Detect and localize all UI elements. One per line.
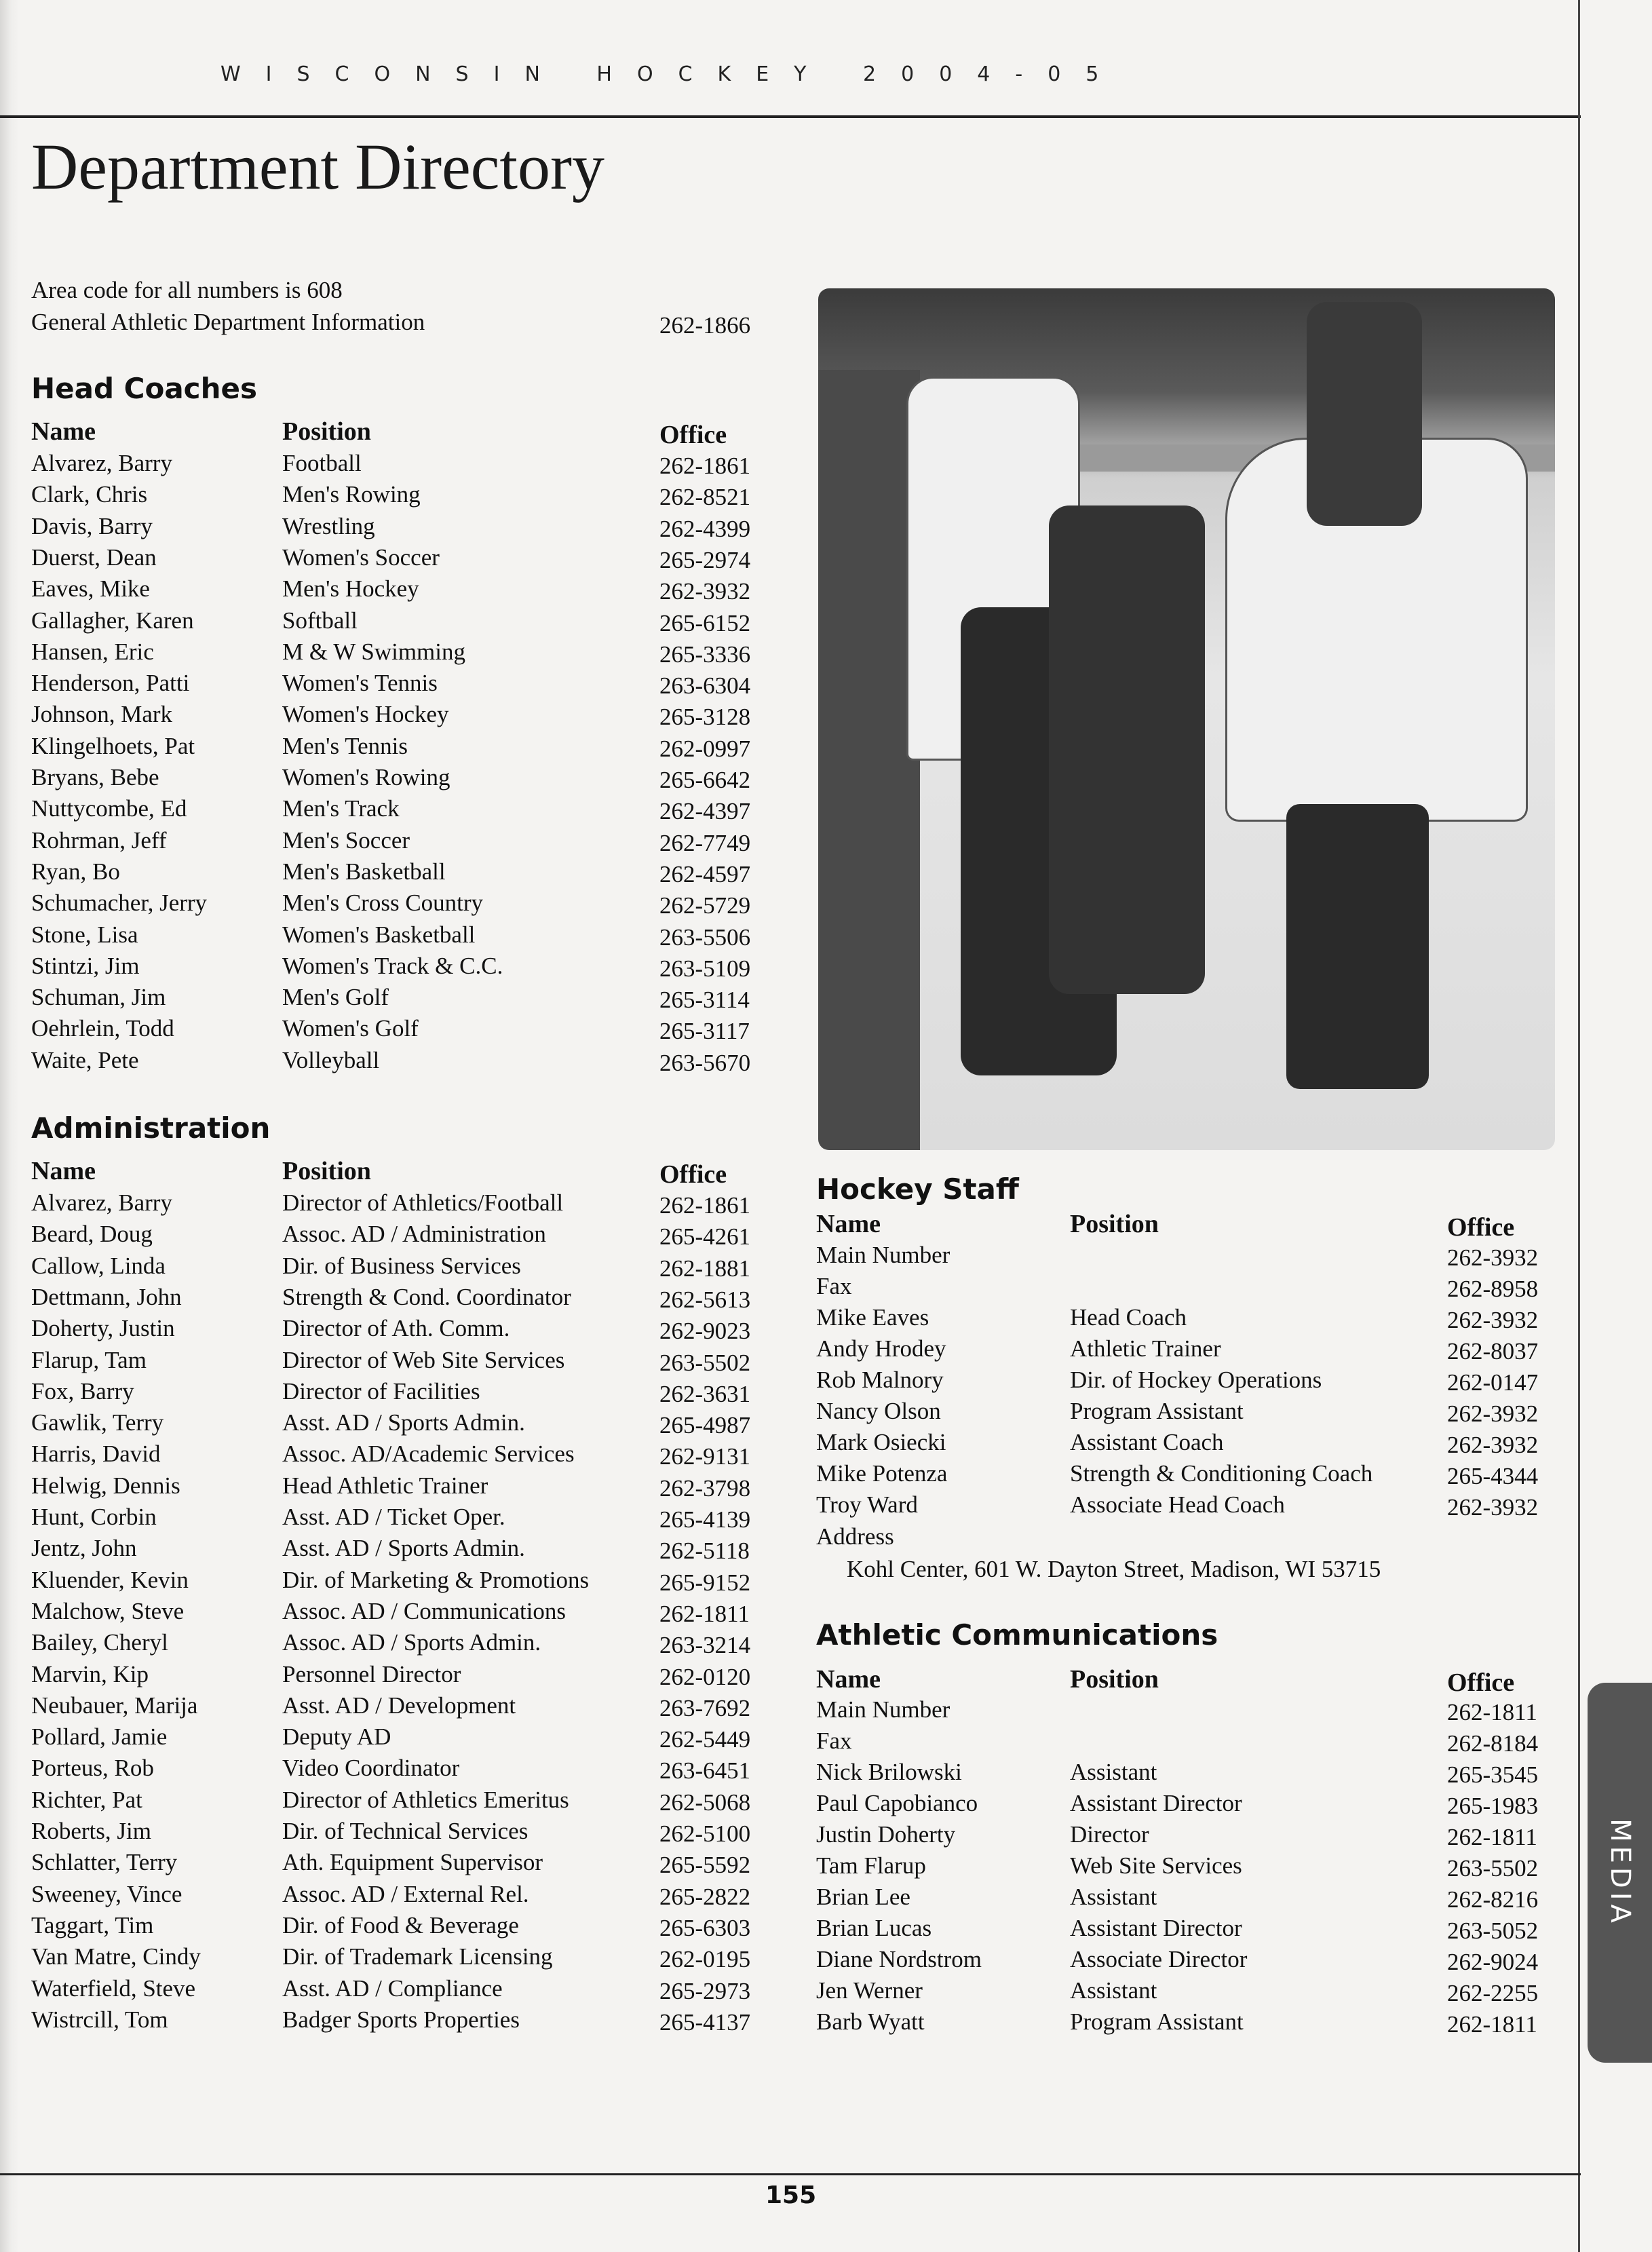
- admin-office: 262-1811: [659, 1600, 750, 1627]
- admin-position: Assoc. AD / Administration: [282, 1221, 546, 1248]
- head-coach-position: Men's Track: [282, 795, 400, 822]
- admin-position: Asst. AD / Sports Admin.: [282, 1409, 525, 1436]
- admin-office: 262-9023: [659, 1318, 751, 1345]
- hockey-staff-office: 262-3932: [1447, 1244, 1539, 1271]
- admin-office: 265-6303: [659, 1914, 751, 1941]
- head-coach-name: Eaves, Mike: [31, 575, 150, 603]
- admin-position: Director of Web Site Services: [282, 1346, 565, 1373]
- admin-name: Doherty, Justin: [31, 1315, 175, 1342]
- comm-name: Diane Nordstrom: [816, 1946, 982, 1972]
- head-coaches-heading: Head Coaches: [31, 372, 257, 405]
- head-coach-name: Klingelhoets, Pat: [31, 732, 195, 759]
- admin-name: Marvin, Kip: [31, 1660, 149, 1687]
- comm-name: Brian Lee: [816, 1884, 910, 1910]
- admin-position: Strength & Cond. Coordinator: [282, 1283, 571, 1310]
- head-coach-name: Nuttycombe, Ed: [31, 795, 187, 822]
- comm-office: 262-8216: [1447, 1886, 1539, 1913]
- head-coach-office: 262-1861: [659, 453, 751, 479]
- admin-name: Hunt, Corbin: [31, 1504, 157, 1530]
- footer-rule: [0, 2173, 1581, 2175]
- admin-position: Asst. AD / Sports Admin.: [282, 1535, 525, 1562]
- comm-office: 262-8184: [1447, 1730, 1539, 1757]
- admin-position: Assoc. AD / Sports Admin.: [282, 1629, 541, 1656]
- admin-position: Dir. of Technical Services: [282, 1818, 529, 1844]
- head-coach-position: Men's Tennis: [282, 732, 408, 759]
- comm-position: Program Assistant: [1070, 2008, 1244, 2035]
- hockey-clinic-photo: [818, 288, 1555, 1150]
- admin-position: Asst. AD / Compliance: [282, 1974, 503, 2002]
- admin-name: Porteus, Rob: [31, 1755, 154, 1782]
- head-coach-position: Wrestling: [282, 512, 375, 539]
- hockey-staff-office-header: Office: [1447, 1213, 1515, 1242]
- general-info-phone: 262-1866: [659, 312, 751, 339]
- admin-position: Head Athletic Trainer: [282, 1472, 488, 1499]
- hockey-staff-office: 262-3932: [1447, 1307, 1539, 1333]
- head-coach-office: 262-7749: [659, 829, 751, 856]
- head-coach-name: Duerst, Dean: [31, 543, 157, 571]
- admin-position: Deputy AD: [282, 1723, 391, 1751]
- right-margin-rule: [1578, 0, 1580, 2252]
- hockey-staff-office: 262-3932: [1447, 1400, 1539, 1427]
- admin-office: 265-4987: [659, 1412, 751, 1439]
- admin-name: Wistrcill, Tom: [31, 2006, 168, 2033]
- comm-office: 263-5502: [1447, 1855, 1539, 1882]
- admin-office: 263-5502: [659, 1349, 751, 1376]
- hockey-staff-position: Athletic Trainer: [1070, 1335, 1221, 1362]
- head-coach-position: Women's Soccer: [282, 543, 440, 571]
- admin-name: Dettmann, John: [31, 1283, 182, 1310]
- admin-position: Personnel Director: [282, 1660, 461, 1687]
- media-section-tab: [1588, 1683, 1652, 2063]
- hockey-staff-name: Mark Osiecki: [816, 1429, 946, 1455]
- comm-name: Main Number: [816, 1696, 950, 1723]
- hockey-staff-office: 262-3932: [1447, 1432, 1539, 1458]
- admin-position: Dir. of Business Services: [282, 1252, 521, 1279]
- head-coach-office: 263-5670: [659, 1049, 751, 1076]
- head-coach-position: M & W Swimming: [282, 638, 466, 665]
- head-coach-name: Johnson, Mark: [31, 701, 173, 728]
- admin-name: Pollard, Jamie: [31, 1723, 168, 1751]
- administration-office-header: Office: [659, 1160, 727, 1189]
- administration-name-header: Name: [31, 1157, 96, 1185]
- head-coach-name: Rohrman, Jeff: [31, 826, 167, 854]
- head-coach-office: 265-6152: [659, 609, 751, 636]
- comm-position: Assistant Director: [1070, 1915, 1242, 1941]
- hockey-staff-office: 262-3932: [1447, 1494, 1539, 1521]
- comm-office: 262-9024: [1447, 1949, 1539, 1975]
- comm-name: Paul Capobianco: [816, 1790, 978, 1816]
- header-rule: [0, 115, 1581, 118]
- admin-name: Sweeney, Vince: [31, 1880, 183, 1907]
- admin-position: Asst. AD / Ticket Oper.: [282, 1504, 505, 1530]
- address-label-text: Address: [816, 1523, 894, 1550]
- page-gutter-shadow: [0, 0, 19, 2252]
- admin-office: 262-5118: [659, 1538, 750, 1565]
- admin-office: 262-5613: [659, 1286, 751, 1313]
- head-coach-office: 262-8521: [659, 484, 751, 511]
- administration-position-header: Position: [282, 1157, 371, 1185]
- admin-name: Harris, David: [31, 1440, 161, 1468]
- athletic-communications-heading: Athletic Communications: [816, 1618, 1218, 1652]
- admin-name: Waterfield, Steve: [31, 1974, 196, 2002]
- hockey-staff-office: 262-8958: [1447, 1276, 1539, 1302]
- head-coach-position: Men's Rowing: [282, 481, 421, 508]
- photo-child-2: [1049, 505, 1205, 994]
- admin-office: 262-1881: [659, 1255, 751, 1282]
- head-coach-position: Men's Hockey: [282, 575, 419, 603]
- head-coach-name: Bryans, Bebe: [31, 764, 159, 790]
- admin-name: Gawlik, Terry: [31, 1409, 164, 1436]
- hockey-staff-office: 265-4344: [1447, 1463, 1539, 1489]
- admin-name: Jentz, John: [31, 1535, 137, 1562]
- admin-name: Van Matre, Cindy: [31, 1943, 201, 1970]
- comm-name: Justin Doherty: [816, 1821, 956, 1848]
- hockey-staff-position: Assistant Coach: [1070, 1429, 1224, 1455]
- hockey-staff-office: 262-0147: [1447, 1369, 1539, 1396]
- admin-office: 262-0195: [659, 1946, 751, 1973]
- admin-office: 265-4261: [659, 1223, 751, 1251]
- head-coach-name: Ryan, Bo: [31, 858, 120, 885]
- head-coach-name: Stone, Lisa: [31, 921, 138, 948]
- admin-name: Roberts, Jim: [31, 1818, 151, 1844]
- admin-office: 262-9131: [659, 1443, 751, 1470]
- admin-position: Director of Athletics/Football: [282, 1189, 564, 1216]
- athletic-communications-name-header: Name: [816, 1665, 881, 1694]
- admin-position: Director of Athletics Emeritus: [282, 1786, 569, 1813]
- admin-office: 265-2822: [659, 1883, 751, 1910]
- comm-position: Director: [1070, 1821, 1149, 1848]
- head-coaches-position-header: Position: [282, 417, 371, 446]
- comm-office: 263-5052: [1447, 1917, 1539, 1944]
- head-coach-name: Clark, Chris: [31, 481, 148, 508]
- photo-background-person: [1307, 302, 1422, 526]
- general-info-label: General Athletic Department Information: [31, 309, 425, 335]
- head-coach-office: 265-6642: [659, 767, 751, 793]
- hockey-staff-position: Dir. of Hockey Operations: [1070, 1367, 1322, 1393]
- head-coach-position: Women's Tennis: [282, 670, 438, 697]
- head-coach-name: Alvarez, Barry: [31, 450, 172, 476]
- admin-name: Kluender, Kevin: [31, 1566, 189, 1593]
- head-coaches-name-header: Name: [31, 417, 96, 446]
- head-coach-name: Stintzi, Jim: [31, 952, 140, 979]
- hockey-staff-office: 262-8037: [1447, 1338, 1539, 1364]
- admin-office: 262-1861: [659, 1192, 751, 1219]
- admin-office: 263-3214: [659, 1632, 751, 1659]
- admin-office: 265-9152: [659, 1569, 751, 1596]
- head-coach-name: Waite, Pete: [31, 1046, 139, 1073]
- hockey-staff-name: Andy Hrodey: [816, 1335, 946, 1362]
- head-coach-name: Schumacher, Jerry: [31, 890, 208, 917]
- admin-office: 262-3631: [659, 1380, 751, 1407]
- hockey-staff-name: Main Number: [816, 1242, 950, 1268]
- head-coach-position: Men's Basketball: [282, 858, 446, 885]
- admin-name: Taggart, Tim: [31, 1911, 154, 1939]
- comm-position: Assistant: [1070, 1759, 1157, 1785]
- hockey-staff-address: Kohl Center, 601 W. Dayton Street, Madison, WI 53715: [847, 1556, 1381, 1582]
- admin-position: Badger Sports Properties: [282, 2006, 520, 2033]
- admin-position: Assoc. AD / Communications: [282, 1597, 566, 1624]
- athletic-communications-office-header: Office: [1447, 1668, 1515, 1697]
- admin-name: Flarup, Tam: [31, 1346, 147, 1373]
- admin-position: Director of Ath. Comm.: [282, 1315, 510, 1342]
- comm-name: Barb Wyatt: [816, 2008, 925, 2035]
- head-coach-position: Women's Hockey: [282, 701, 449, 728]
- admin-position: Asst. AD / Development: [282, 1692, 516, 1719]
- hockey-staff-name: Mike Potenza: [816, 1460, 948, 1487]
- admin-position: Assoc. AD/Academic Services: [282, 1440, 575, 1468]
- comm-office: 262-1811: [1447, 2011, 1537, 2038]
- hockey-staff-position: Associate Head Coach: [1070, 1491, 1285, 1518]
- admin-office: 262-5100: [659, 1820, 751, 1847]
- page-title: Department Directory: [31, 130, 604, 203]
- head-coach-office: 265-2974: [659, 546, 751, 573]
- area-code-note: Area code for all numbers is 608: [31, 277, 343, 303]
- admin-office: 262-3798: [659, 1474, 751, 1502]
- head-coach-position: Football: [282, 450, 362, 476]
- administration-heading: Administration: [31, 1111, 271, 1145]
- hockey-staff-name: Troy Ward: [816, 1491, 918, 1518]
- comm-office: 262-2255: [1447, 1980, 1539, 2006]
- admin-office: 263-7692: [659, 1694, 751, 1721]
- hockey-staff-name: Mike Eaves: [816, 1304, 929, 1331]
- photo-person-left: [818, 370, 920, 1150]
- comm-position: Web Site Services: [1070, 1852, 1242, 1879]
- admin-position: Dir. of Trademark Licensing: [282, 1943, 553, 1970]
- comm-position: Assistant: [1070, 1884, 1157, 1910]
- head-coach-name: Henderson, Patti: [31, 670, 190, 697]
- head-coach-office: 262-5729: [659, 892, 751, 919]
- head-coach-office: 265-3336: [659, 641, 751, 668]
- head-coach-position: Softball: [282, 607, 358, 634]
- head-coach-position: Men's Golf: [282, 984, 389, 1011]
- admin-position: Video Coordinator: [282, 1755, 460, 1782]
- head-coach-office: 262-4597: [659, 860, 751, 888]
- admin-position: Dir. of Marketing & Promotions: [282, 1566, 590, 1593]
- admin-name: Helwig, Dennis: [31, 1472, 180, 1499]
- admin-name: Malchow, Steve: [31, 1597, 185, 1624]
- head-coach-office: 262-4397: [659, 798, 751, 825]
- admin-office: 263-6451: [659, 1757, 751, 1785]
- head-coach-office: 265-3128: [659, 704, 751, 731]
- head-coach-position: Women's Rowing: [282, 764, 450, 790]
- head-coach-name: Gallagher, Karen: [31, 607, 194, 634]
- admin-name: Fox, Barry: [31, 1377, 134, 1405]
- comm-name: Nick Brilowski: [816, 1759, 962, 1785]
- admin-office: 262-0120: [659, 1663, 751, 1690]
- hockey-staff-heading: Hockey Staff: [816, 1172, 1019, 1206]
- admin-office: 265-4139: [659, 1506, 751, 1533]
- admin-name: Bailey, Cheryl: [31, 1629, 168, 1656]
- head-coach-office: 265-3117: [659, 1018, 750, 1045]
- head-coach-position: Men's Cross Country: [282, 890, 484, 917]
- comm-name: Fax: [816, 1728, 852, 1754]
- head-coaches-office-header: Office: [659, 421, 727, 449]
- comm-name: Tam Flarup: [816, 1852, 926, 1879]
- head-coach-office: 262-3932: [659, 578, 751, 605]
- comm-position: Associate Director: [1070, 1946, 1248, 1972]
- hockey-staff-position: Program Assistant: [1070, 1398, 1244, 1424]
- comm-office: 265-3545: [1447, 1761, 1539, 1788]
- admin-office: 265-2973: [659, 1977, 751, 2004]
- photo-player-14-legs: [1286, 804, 1429, 1089]
- admin-position: Director of Facilities: [282, 1377, 480, 1405]
- head-coach-position: Volleyball: [282, 1046, 380, 1073]
- admin-name: Neubauer, Marija: [31, 1692, 198, 1719]
- head-coach-position: Men's Soccer: [282, 826, 410, 854]
- hockey-staff-name: Rob Malnory: [816, 1367, 944, 1393]
- comm-office: 262-1811: [1447, 1699, 1537, 1725]
- head-coach-office: 265-3114: [659, 987, 750, 1014]
- admin-office: 262-5449: [659, 1726, 751, 1753]
- hockey-staff-name: Nancy Olson: [816, 1398, 941, 1424]
- head-coach-name: Schuman, Jim: [31, 984, 166, 1011]
- head-coach-name: Oehrlein, Todd: [31, 1015, 174, 1042]
- admin-position: Ath. Equipment Supervisor: [282, 1849, 543, 1876]
- head-coach-office: 262-0997: [659, 735, 751, 762]
- admin-position: Assoc. AD / External Rel.: [282, 1880, 529, 1907]
- comm-office: 265-1983: [1447, 1793, 1539, 1819]
- head-coach-position: Women's Track & C.C.: [282, 952, 503, 979]
- head-coach-office: 263-5109: [659, 955, 751, 982]
- head-coach-office: 262-4399: [659, 515, 751, 542]
- hockey-staff-name: Fax: [816, 1273, 852, 1299]
- athletic-communications-position-header: Position: [1070, 1665, 1159, 1694]
- admin-name: Richter, Pat: [31, 1786, 142, 1813]
- admin-name: Schlatter, Terry: [31, 1849, 178, 1876]
- admin-name: Alvarez, Barry: [31, 1189, 172, 1216]
- comm-name: Jen Werner: [816, 1977, 923, 2004]
- hockey-staff-name-header: Name: [816, 1210, 881, 1238]
- head-coach-office: 263-5506: [659, 923, 751, 951]
- admin-name: Beard, Doug: [31, 1221, 153, 1248]
- hockey-staff-position-header: Position: [1070, 1210, 1159, 1238]
- head-coach-name: Davis, Barry: [31, 512, 153, 539]
- admin-office: 265-5592: [659, 1852, 751, 1879]
- admin-name: Callow, Linda: [31, 1252, 166, 1279]
- hockey-staff-position: Head Coach: [1070, 1304, 1187, 1331]
- head-coach-office: 263-6304: [659, 672, 751, 700]
- head-coach-position: Women's Basketball: [282, 921, 476, 948]
- admin-office: 262-5068: [659, 1789, 751, 1816]
- head-coach-name: Hansen, Eric: [31, 638, 154, 665]
- media-tab-label: MEDIA: [1604, 1818, 1636, 1927]
- page-number: 155: [765, 2181, 817, 2209]
- comm-office: 262-1811: [1447, 1824, 1537, 1850]
- admin-position: Dir. of Food & Beverage: [282, 1911, 519, 1939]
- comm-position: Assistant Director: [1070, 1790, 1242, 1816]
- comm-position: Assistant: [1070, 1977, 1157, 2004]
- head-coach-position: Women's Golf: [282, 1015, 419, 1042]
- admin-office: 265-4137: [659, 2008, 751, 2036]
- hockey-staff-position: Strength & Conditioning Coach: [1070, 1460, 1373, 1487]
- comm-name: Brian Lucas: [816, 1915, 932, 1941]
- running-head: WISCONSIN HOCKEY 2004-05: [220, 62, 1124, 86]
